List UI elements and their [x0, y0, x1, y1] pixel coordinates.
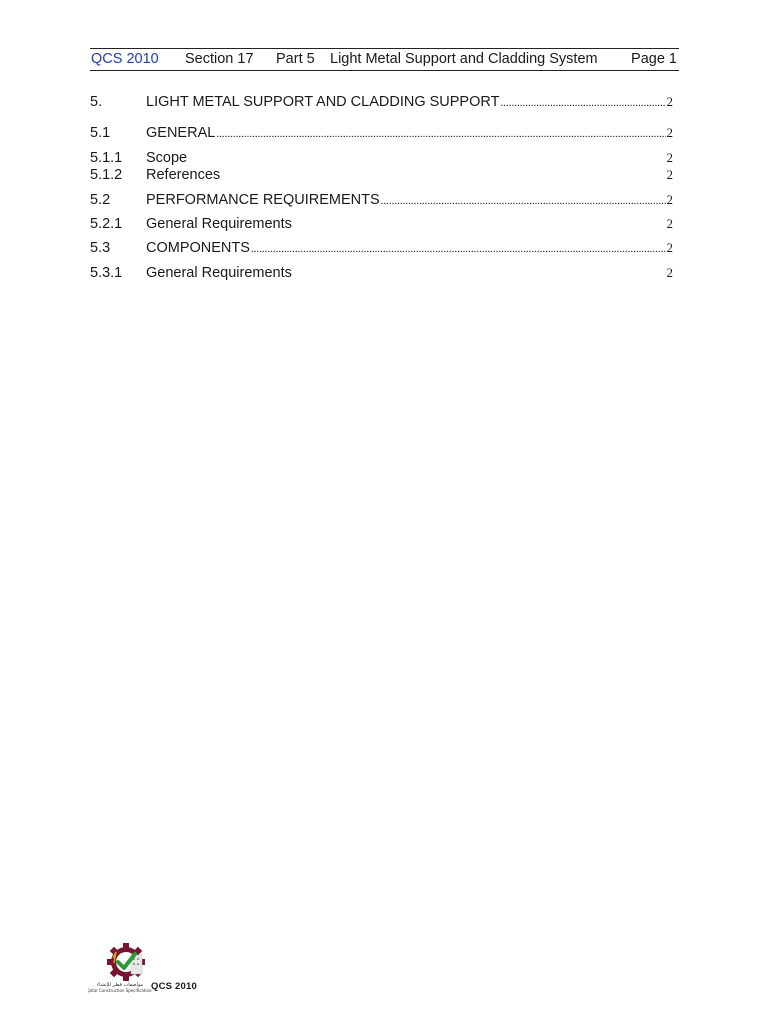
header-code: QCS 2010 [91, 51, 159, 67]
toc-leader-dots [216, 128, 665, 140]
toc-entry[interactable] [90, 167, 673, 185]
toc-entry[interactable] [90, 240, 673, 258]
toc-entry-title: COMPONENTS [146, 240, 250, 256]
toc-entry-page: 2 [666, 94, 673, 109]
header-page-number: Page 1 [631, 51, 677, 67]
toc-entry-number: 5. [90, 94, 103, 110]
toc-entry-number: 5.3.1 [90, 265, 123, 281]
toc-entry-title: General Requirements [146, 265, 292, 281]
toc-entry[interactable] [90, 265, 673, 283]
toc-entry-page: 2 [666, 150, 673, 165]
toc-entry-title: References [146, 167, 221, 183]
toc-entry[interactable] [90, 150, 673, 168]
toc-entry-page: 2 [666, 125, 673, 140]
toc-entry-title: GENERAL [146, 125, 216, 141]
toc-entry-number: 5.2.1 [90, 216, 123, 232]
qcs-logo-graphic [88, 938, 152, 994]
logo-english-text: Qatar Construction Specifications [88, 988, 152, 993]
header-section: Section 17 [185, 51, 254, 67]
header-part: Part 5 [276, 51, 315, 67]
logo-arabic-text: مواصفات قطر للإنشاء [96, 982, 144, 988]
footer-qcs-label: QCS 2010 [151, 981, 197, 992]
toc-entry-number: 5.2 [90, 192, 111, 208]
toc-leader-dots [251, 243, 666, 255]
toc-entry-title: General Requirements [146, 216, 292, 232]
toc-entry-number: 5.1.2 [90, 167, 123, 183]
toc-leader-dots [500, 97, 665, 109]
qcs-logo-icon [88, 938, 152, 994]
toc-entry-page: 2 [666, 265, 673, 280]
toc-entry-title: PERFORMANCE REQUIREMENTS [146, 192, 380, 208]
toc-entry-page: 2 [666, 167, 673, 182]
page-header [90, 48, 679, 71]
toc-entry-title: Scope [146, 150, 188, 166]
toc-entry[interactable] [90, 94, 673, 112]
toc-entry-number: 5.1 [90, 125, 111, 141]
toc-entry[interactable] [90, 192, 673, 210]
toc-leader-dots [381, 195, 666, 207]
toc-entry[interactable] [90, 216, 673, 234]
toc-entry-number: 5.3 [90, 240, 111, 256]
header-title: Light Metal Support and Cladding System [330, 51, 598, 67]
toc-entry-page: 2 [666, 192, 673, 207]
toc-entry-page: 2 [666, 240, 673, 255]
toc-entry[interactable] [90, 125, 673, 143]
toc-entry-title: LIGHT METAL SUPPORT AND CLADDING SUPPORT [146, 94, 500, 110]
toc-entry-page: 2 [666, 216, 673, 231]
toc-entry-number: 5.1.1 [90, 150, 123, 166]
